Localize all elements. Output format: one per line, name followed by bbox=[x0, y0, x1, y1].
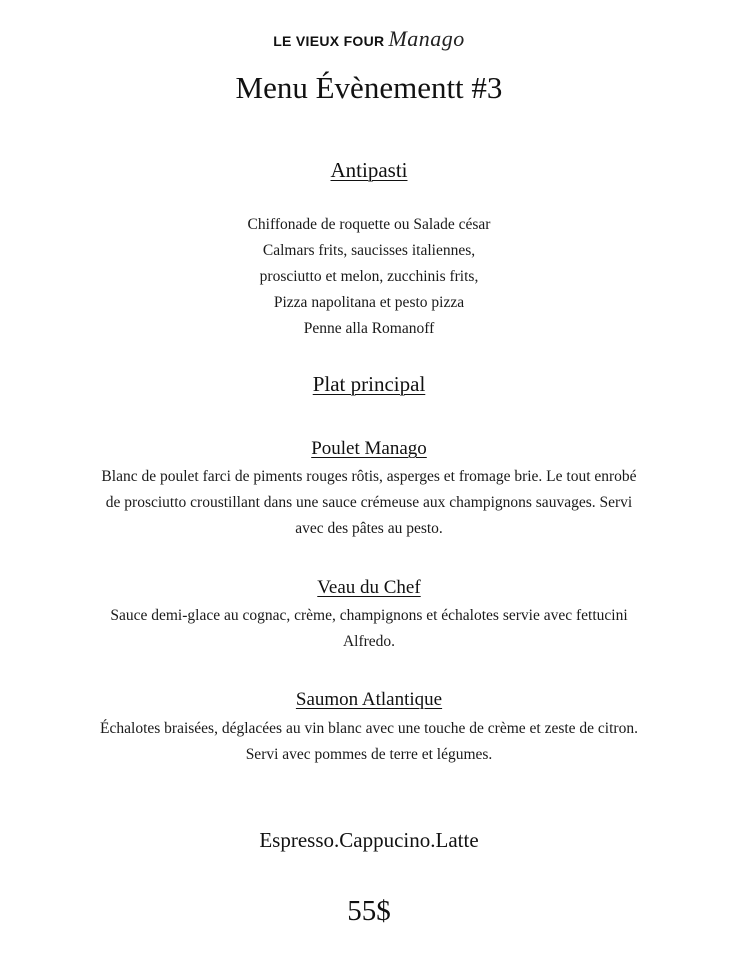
description-line: Blanc de poulet farci de piments rouges rôtis, asperges et fromage brie. Le tout enrobé bbox=[101, 468, 637, 485]
brand-name: LE VIEUX FOUR bbox=[273, 33, 385, 49]
dish-title: Poulet Manago bbox=[311, 438, 427, 459]
antipasti-heading: Antipasti bbox=[330, 158, 408, 182]
coffee-line: Espresso.Cappucino.Latte bbox=[259, 828, 479, 852]
list-item: prosciutto et melon, zucchinis frits, bbox=[259, 268, 479, 285]
list-item: Chiffonade de roquette ou Salade césar bbox=[247, 216, 491, 233]
brand-script: Manago bbox=[388, 26, 465, 51]
description-line: de prosciutto croustillant dans une sauce crémeuse aux champignons sauvages. Servi bbox=[105, 494, 633, 511]
dish-description bbox=[0, 603, 738, 655]
description-line: avec des pâtes au pesto. bbox=[295, 520, 443, 537]
list-item: Pizza napolitana et pesto pizza bbox=[273, 294, 465, 311]
menu-title: Menu Évènementt #3 bbox=[235, 70, 503, 105]
dish-title: Saumon Atlantique bbox=[295, 689, 443, 710]
main-course-heading: Plat principal bbox=[312, 372, 426, 396]
description-line: Échalotes braisées, déglacées au vin blanc avec une touche de crème et zeste de citron. bbox=[100, 720, 638, 737]
antipasti-list bbox=[0, 212, 738, 342]
price: 55$ bbox=[347, 895, 391, 927]
description-line: Servi avec pommes de terre et légumes. bbox=[245, 746, 493, 763]
description-line: Alfredo. bbox=[342, 633, 396, 650]
description-line: Sauce demi-glace au cognac, crème, champignons et échalotes servie avec fettucini bbox=[110, 607, 628, 624]
list-item: Penne alla Romanoff bbox=[303, 320, 435, 337]
brand-logo bbox=[0, 26, 738, 62]
dish-description bbox=[0, 464, 738, 542]
dish-description bbox=[0, 716, 738, 768]
list-item: Calmars frits, saucisses italiennes, bbox=[262, 242, 476, 259]
dish-title: Veau du Chef bbox=[317, 577, 421, 598]
